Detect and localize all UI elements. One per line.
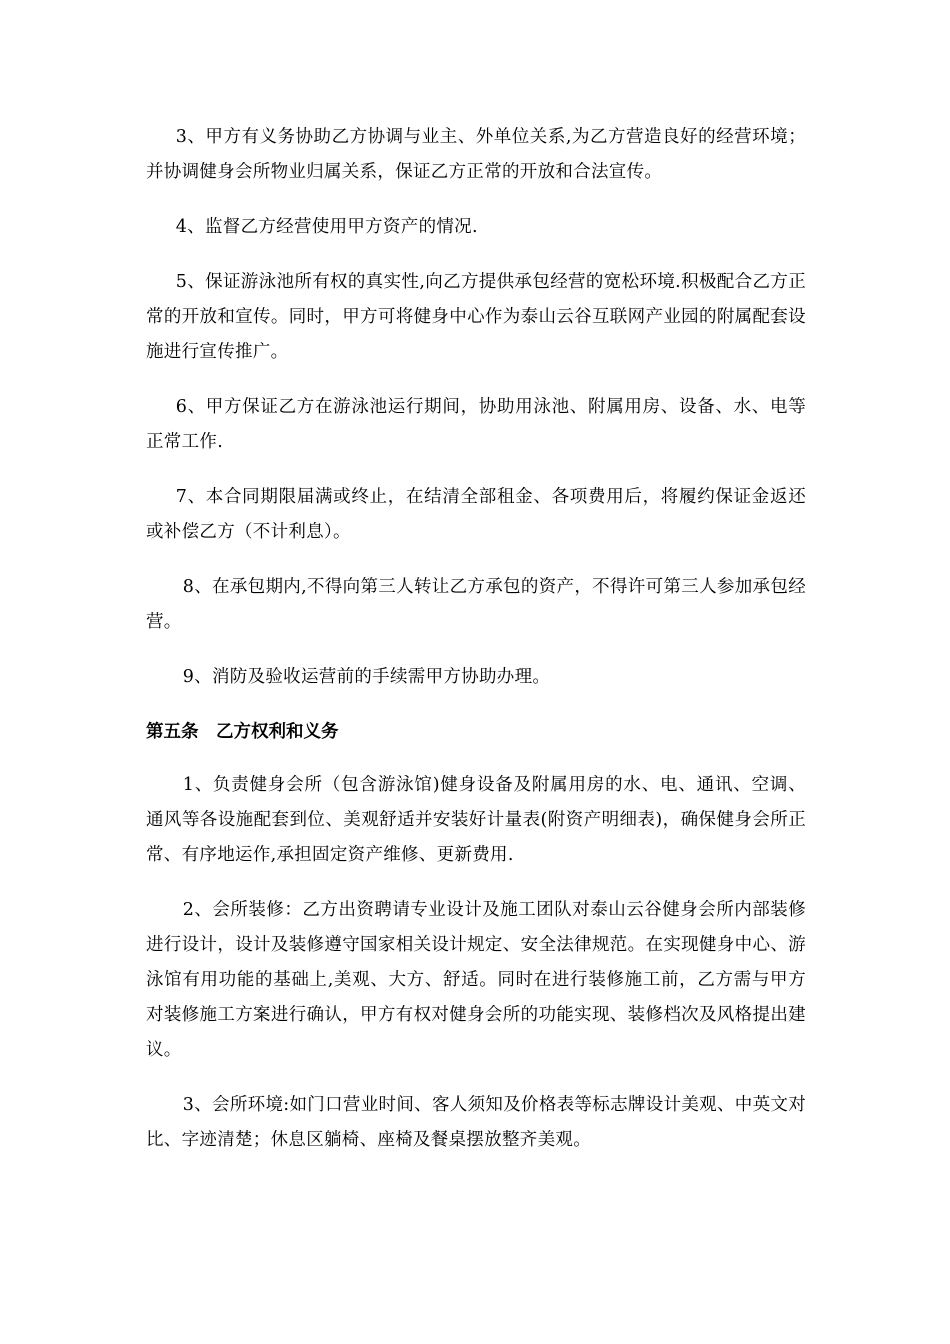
- clause-paragraph-7: 7、本合同期限届满或终止，在结清全部租金、各项费用后，将履约保证金返还或补偿乙方（不计利息）。: [146, 487, 806, 542]
- obligation-paragraph-2: 2、会所装修：乙方出资聘请专业设计及施工团队对泰山云谷健身会所内部装修进行设计，设计及装修遵守国家相关设计规定、安全法律规范。在实现健身中心、游泳馆有用功能的基础上,美观、大方、舒适。同时在进行装修施工前，乙方需与甲方对装修施工方案进行确认，甲方有权对健身会所的功能实现、装修档次及风格提出建议。: [146, 900, 806, 1060]
- clause-paragraph-3: 3、甲方有义务协助乙方协调与业主、外单位关系,为乙方营造良好的经营环境；并协调健身会所物业归属关系，保证乙方正常的开放和合法宣传。: [146, 127, 806, 182]
- clause-paragraph-4: 4、监督乙方经营使用甲方资产的情况.: [175, 217, 478, 237]
- clause-paragraph-6: 6、甲方保证乙方在游泳池运行期间，协助用泳池、附属用房、设备、水、电等正常工作.: [146, 397, 806, 452]
- document-body: [146, 120, 806, 1178]
- clause-paragraph-8: 8、在承包期内,不得向第三人转让乙方承包的资产，不得许可第三人参加承包经营。: [146, 577, 806, 632]
- section-heading-article-5: 第五条 乙方权利和义务: [146, 722, 339, 742]
- obligation-paragraph-3: 3、会所环境:如门口营业时间、客人须知及价格表等标志牌设计美观、中英文对比、字迹清楚；休息区躺椅、座椅及餐桌摆放整齐美观。: [146, 1095, 806, 1150]
- obligation-paragraph-1: 1、负责健身会所（包含游泳馆)健身设备及附属用房的水、电、通讯、空调、通风等各设施配套到位、美观舒适并安装好计量表(附资产明细表)，确保健身会所正常、有序地运作,承担固定资产维修、更新费用.: [146, 775, 806, 865]
- clause-paragraph-5: 5、保证游泳池所有权的真实性,向乙方提供承包经营的宽松环境.积极配合乙方正常的开放和宣传。同时，甲方可将健身中心作为泰山云谷互联网产业园的附属配套设施进行宣传推广。: [146, 272, 806, 362]
- clause-paragraph-9: 9、消防及验收运营前的手续需甲方协助办理。: [182, 667, 551, 687]
